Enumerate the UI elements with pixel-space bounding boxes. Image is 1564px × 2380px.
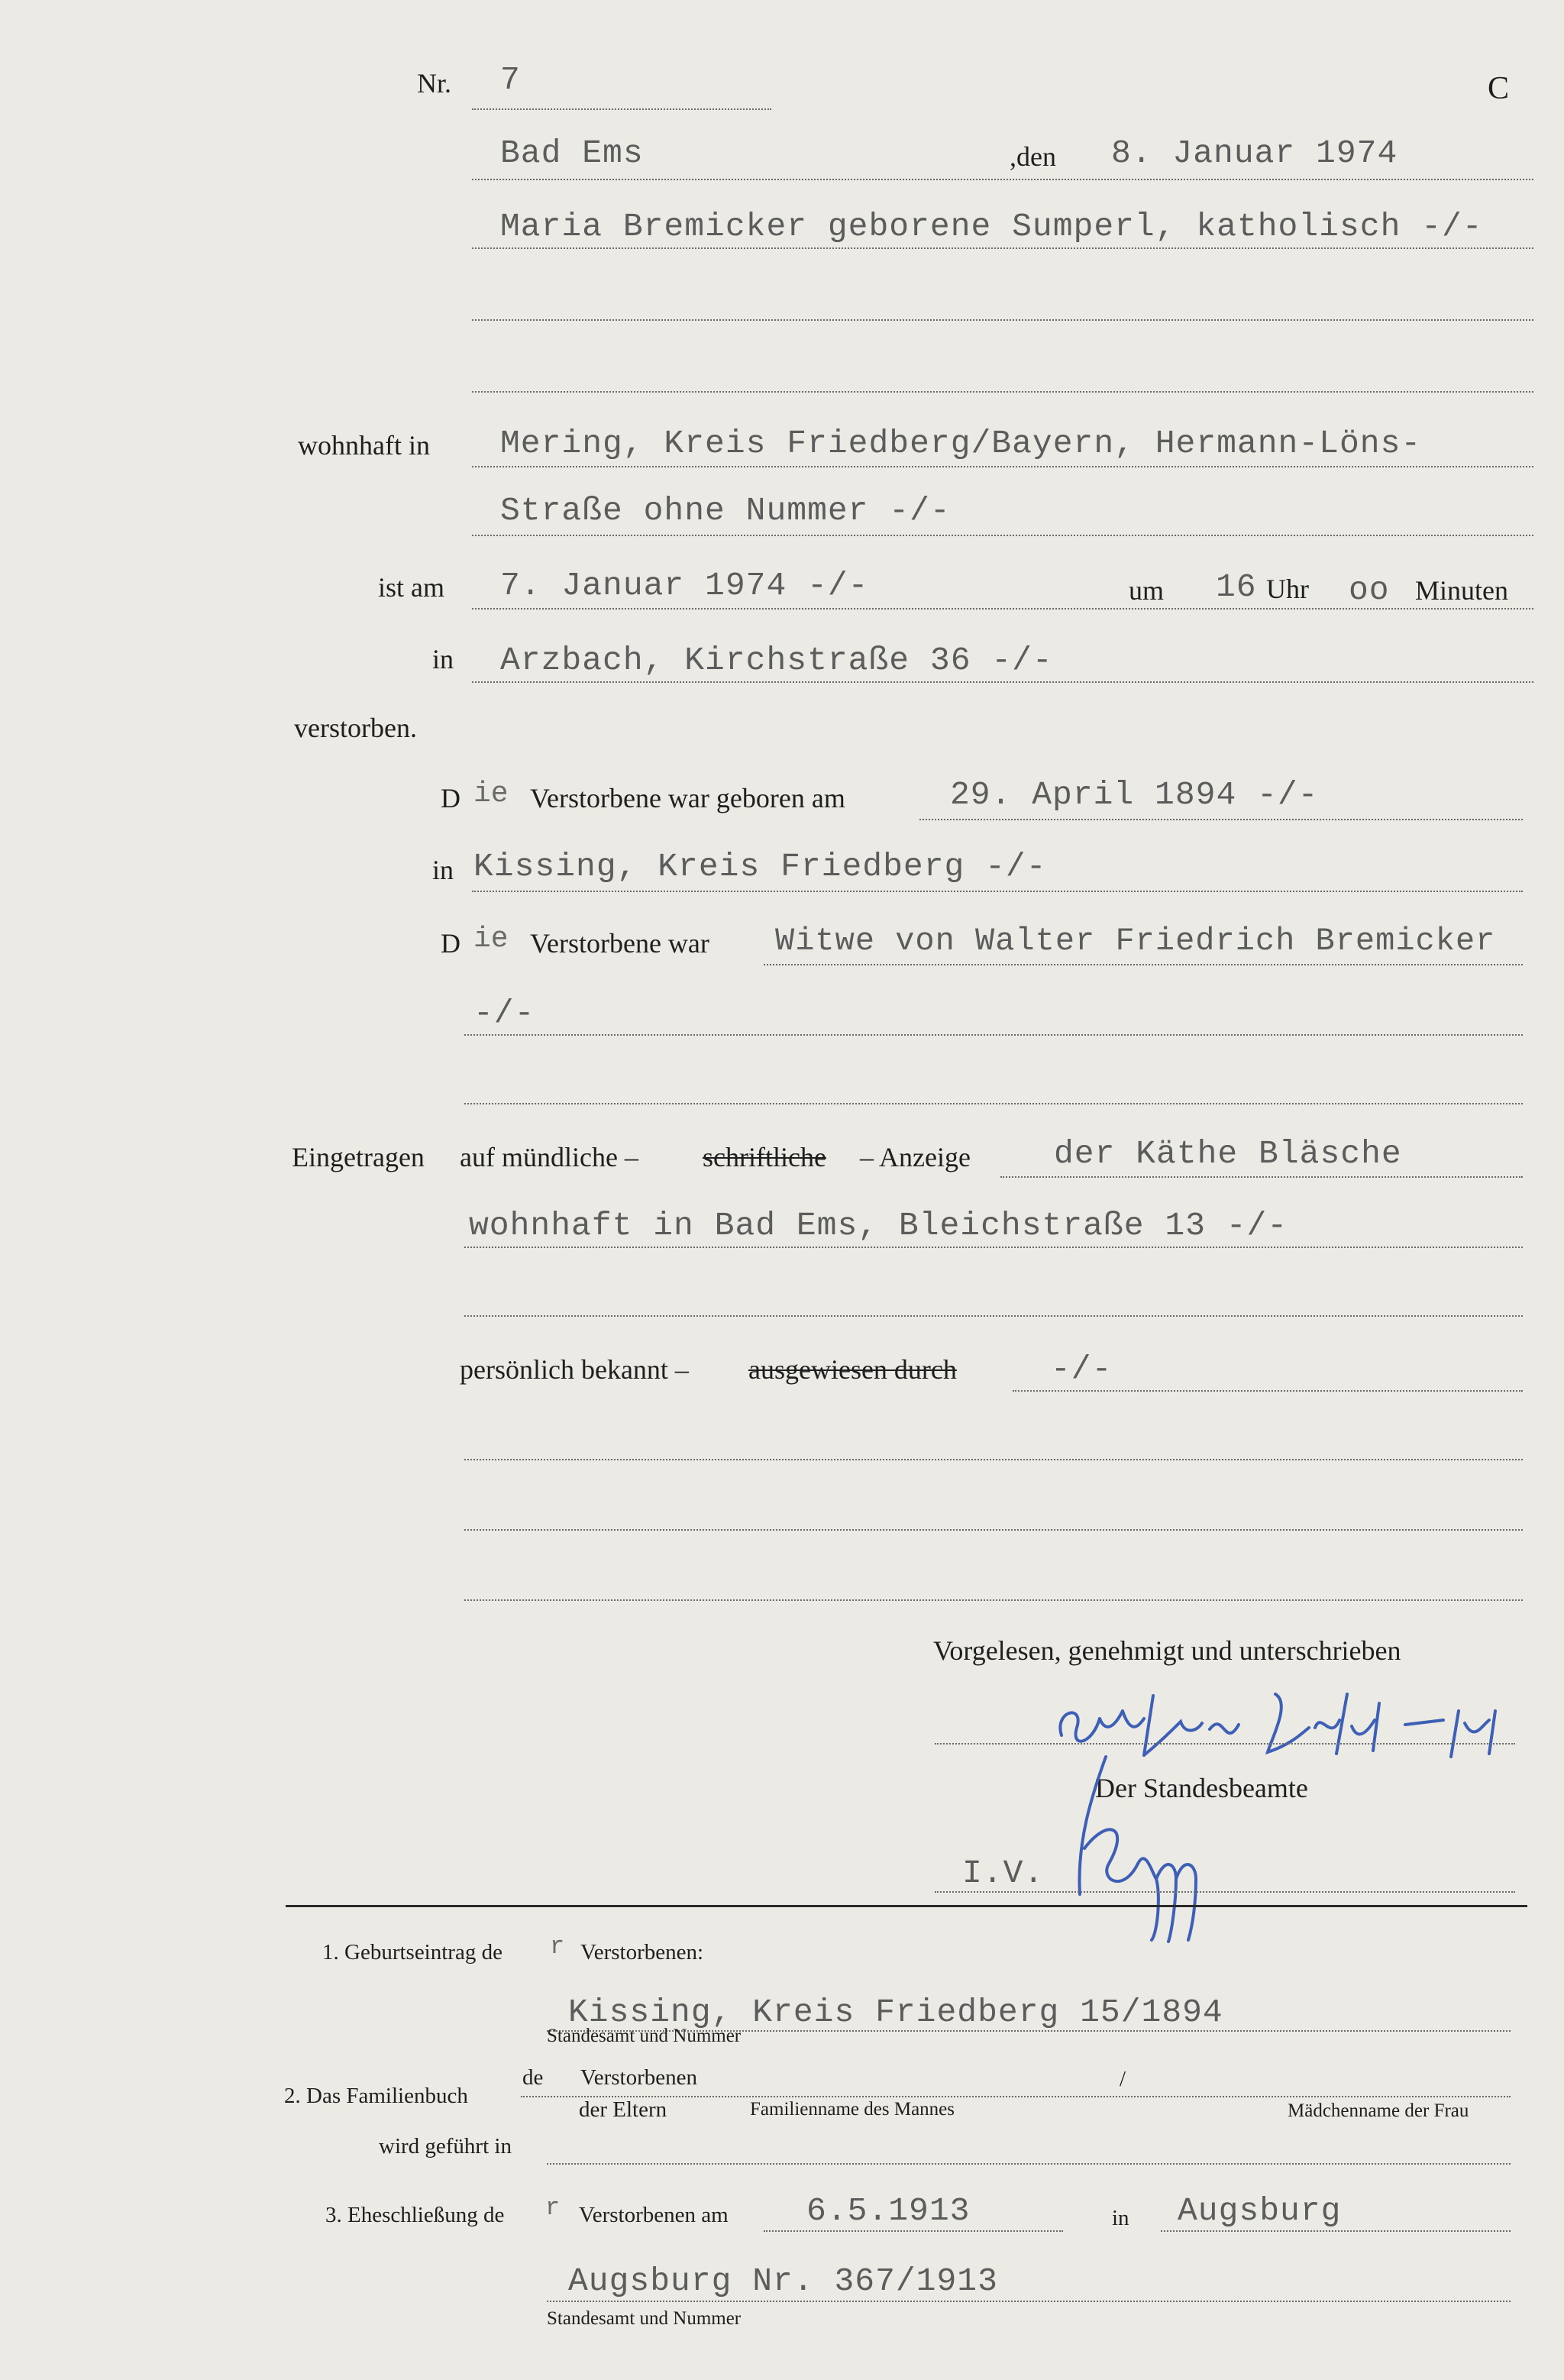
place-date-line	[472, 179, 1533, 180]
status-line-1	[764, 964, 1523, 965]
item3-registry: Augsburg Nr. 367/1913	[568, 2262, 998, 2300]
signature1-line	[935, 1743, 1515, 1745]
death-minutes: oo	[1349, 571, 1390, 609]
name-line-1	[472, 247, 1533, 249]
death-hour: 16	[1216, 568, 1257, 606]
ausgewiesen-struck: ausgewiesen durch	[748, 1354, 957, 1385]
birth-place: Kissing, Kreis Friedberg -/-	[473, 848, 1047, 885]
name-line-3	[472, 391, 1533, 393]
nr-line	[472, 108, 771, 110]
status-value: Witwe von Walter Friedrich Bremicker	[775, 923, 1496, 959]
persoenlich-label: persönlich bekannt –	[460, 1354, 689, 1385]
separator-rule	[286, 1905, 1527, 1907]
status-value2: -/-	[473, 994, 535, 1032]
report-line-2	[464, 1247, 1523, 1248]
residence-line-2	[472, 535, 1533, 536]
wird-gefuehrt-label: wird geführt in	[379, 2134, 512, 2158]
item3-registry-line	[547, 2301, 1511, 2302]
standesbeamte-line	[935, 1891, 1515, 1893]
item1-label-a: 1. Geburtseintrag de	[322, 1940, 502, 1964]
date-value: 8. Januar 1974	[1111, 134, 1398, 172]
iv-label: I.V.	[962, 1855, 1045, 1892]
birth-d-letter: D	[441, 783, 460, 813]
ist-am-label: ist am	[378, 572, 444, 603]
name-line-2	[472, 319, 1533, 321]
status-d-letter: D	[441, 928, 460, 959]
nr-label: Nr.	[417, 68, 451, 99]
item1-label-b: Verstorbenen:	[580, 1940, 704, 1964]
item2-slash: /	[1120, 2067, 1126, 2091]
auf-muendliche-label: auf mündliche –	[460, 1142, 638, 1172]
item2-eltern: der Eltern	[579, 2097, 667, 2122]
item2-de: de	[522, 2065, 544, 2090]
uhr-label: Uhr	[1266, 574, 1309, 604]
nr-value: 7	[500, 61, 521, 99]
reporter-name: der Käthe Bläsche	[1054, 1135, 1402, 1172]
report-line-7	[464, 1599, 1523, 1601]
report-line-6	[464, 1529, 1523, 1531]
birth-date-line	[919, 819, 1523, 820]
birth-in-label: in	[432, 855, 454, 885]
death-date-line	[472, 608, 1533, 610]
birth-label: Verstorbene war geboren am	[530, 783, 845, 813]
death-place-line	[472, 681, 1533, 683]
reporter-line	[1000, 1176, 1523, 1178]
item1-value: Kissing, Kreis Friedberg 15/1894	[568, 1994, 1223, 2031]
wohnhaft-label: wohnhaft in	[298, 430, 430, 461]
item3-date: 6.5.1913	[806, 2192, 971, 2230]
report-line-5	[464, 1459, 1523, 1460]
item1-suffix: r	[550, 1932, 565, 1961]
status-line-3	[464, 1103, 1523, 1104]
residence-line1: Mering, Kreis Friedberg/Bayern, Hermann-Löns-	[500, 425, 1422, 462]
item2-verstorbenen: Verstorbenen	[580, 2065, 698, 2090]
minuten-label: Minuten	[1415, 575, 1508, 606]
den-label: ,den	[1010, 141, 1056, 172]
death-date: 7. Januar 1974 -/-	[500, 567, 869, 604]
signature-2	[1062, 1749, 1230, 1948]
ausgewiesen-value: -/-	[1051, 1350, 1113, 1388]
report-line-3	[464, 1315, 1523, 1317]
maedchenname-caption: Mädchenname der Frau	[1288, 2100, 1469, 2121]
death-place: Arzbach, Kirchstraße 36 -/-	[500, 642, 1053, 679]
birth-place-line	[472, 891, 1523, 892]
item3-date-line	[764, 2230, 1063, 2232]
item3-in: in	[1112, 2206, 1129, 2230]
verstorben-label: verstorben.	[294, 713, 417, 743]
eingetragen-label: Eingetragen	[292, 1142, 425, 1172]
vorgelesen-label: Vorgelesen, genehmigt und unterschrieben	[933, 1635, 1401, 1666]
item1-caption: Standesamt und Nummer	[547, 2026, 742, 2046]
item3-place: Augsburg	[1178, 2192, 1342, 2230]
anzeige-label: – Anzeige	[860, 1142, 971, 1172]
item3-label-b: Verstorbenen am	[579, 2203, 729, 2227]
place-value: Bad Ems	[500, 134, 644, 172]
schriftliche-struck: schriftliche	[703, 1142, 826, 1172]
wird-gefuehrt-line	[547, 2163, 1511, 2165]
status-label: Verstorbene war	[530, 928, 709, 959]
status-d-suffix: ie	[473, 923, 509, 956]
item3-label-a: 3. Eheschließung de	[325, 2203, 505, 2227]
item3-caption: Standesamt und Nummer	[547, 2308, 742, 2329]
item2-label: 2. Das Familienbuch	[284, 2084, 468, 2108]
residence-line-1	[472, 466, 1533, 467]
reporter-address: wohnhaft in Bad Ems, Bleichstraße 13 -/-	[469, 1207, 1288, 1244]
item3-place-line	[1161, 2230, 1511, 2232]
birth-d-suffix: ie	[473, 778, 509, 810]
death-in-label: in	[432, 644, 454, 674]
form-letter: C	[1488, 71, 1510, 106]
standesbeamte-label: Der Standesbeamte	[1095, 1773, 1308, 1803]
deceased-name: Maria Bremicker geborene Sumperl, katholisch -/-	[500, 208, 1483, 245]
item3-suffix: r	[545, 2194, 561, 2222]
birth-date: 29. April 1894 -/-	[950, 776, 1319, 813]
um-label: um	[1129, 575, 1165, 606]
familienname-caption: Familienname des Mannes	[750, 2099, 955, 2120]
residence-line2: Straße ohne Nummer -/-	[500, 492, 951, 529]
status-line-2	[464, 1034, 1523, 1036]
ausgewiesen-line	[1013, 1390, 1523, 1392]
item2-line	[521, 2096, 1511, 2097]
